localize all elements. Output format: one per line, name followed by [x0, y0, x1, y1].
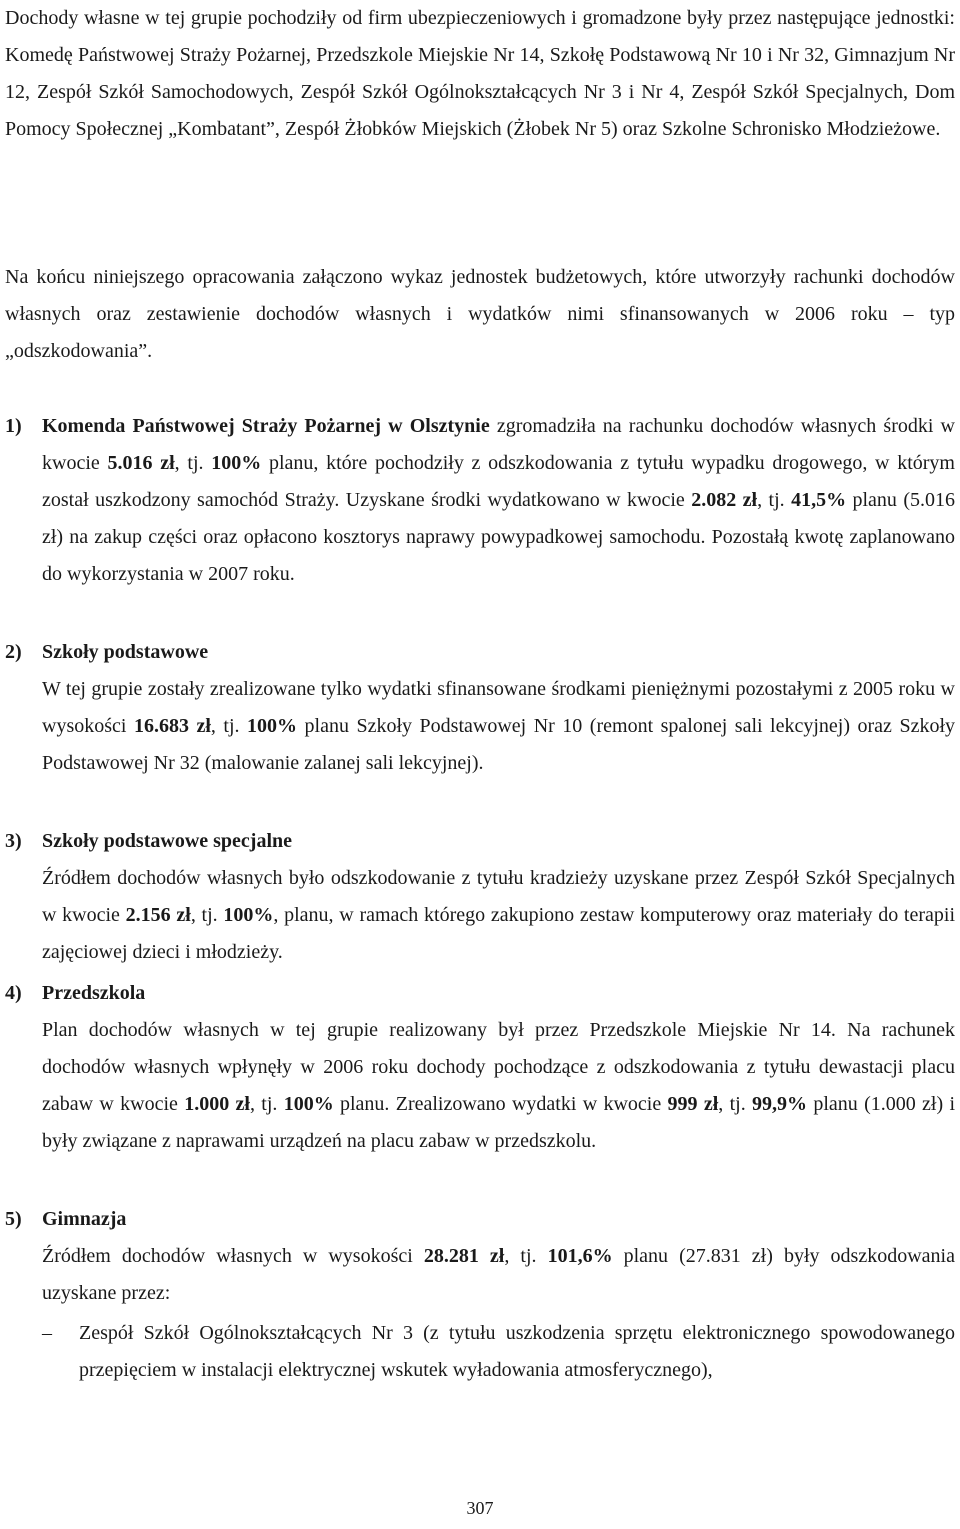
bold-value: 101,6%	[547, 1245, 613, 1267]
text-run: planu. Zrealizowano wydatki w kwocie	[333, 1093, 668, 1115]
bold-value: 16.683 zł	[133, 715, 211, 737]
page-number: 307	[466, 1498, 494, 1518]
bold-value: 100%	[223, 904, 274, 926]
section-body	[42, 1012, 955, 1160]
dash-list-item	[5, 1315, 955, 1389]
bold-value: 2.156 zł	[125, 904, 191, 926]
text-run: Źródłem dochodów własnych było odszkodowanie z tytułu kradzieży uzyskane przez Zespół Szkół Specjalnych w kwocie	[42, 867, 955, 926]
text-run: planu (1.000 zł) i były związane z naprawami urządzeń na placu zabaw w przedszkolu.	[42, 1093, 956, 1152]
section-heading: Szkoły podstawowe specjalne	[42, 830, 293, 852]
text-run: planu Szkoły Podstawowej Nr 10 (remont spalonej sali lekcyjnej) oraz Szkoły Podstawowej Nr 32 (malowanie zalanej sali lekcyjnej).	[42, 715, 955, 774]
intro-paragraph: Dochody własne w tej grupie pochodziły od firm ubezpieczeniowych i gromadzone były przez następujące jednostki: Komedę Państwowej Straży Pożarnej, Przedszkole Miejskie Nr 14, Szkołę Podstawową Nr 10 i Nr 32, Gimnazjum Nr 12, Zespół Szkół Samochodowych, Zespół Szkół Ogólnokształcących Nr 3 i Nr 4, Zespół Szkół Specjalnych, Dom Pomocy Społecznej „Kombatant”, Zespół Żłobków Miejskich (Żłobek Nr 5) oraz Szkolne Schronisko Młodzieżowe.	[5, 7, 955, 140]
section-body	[42, 408, 955, 593]
bold-value: 100%	[283, 1093, 334, 1115]
section-number: 3)	[5, 830, 22, 852]
text-run: , tj.	[504, 1245, 548, 1267]
section-2-primary-schools	[5, 634, 955, 782]
section-3-special-schools	[5, 823, 955, 971]
second-paragraph: Na końcu niniejszego opracowania załączono wykaz jednostek budżetowych, które utworzyły rachunki dochodów własnych oraz zestawienie dochodów własnych i wydatków nimi sfinansowanych w 2006 roku – typ „odszkodowania”.	[5, 266, 955, 362]
bold-value: 41,5%	[791, 489, 847, 511]
section-number: 2)	[5, 641, 22, 663]
section-heading: Szkoły podstawowe	[42, 641, 209, 663]
text-run: W tej grupie zostały zrealizowane tylko wydatki sfinansowane środkami pieniężnymi pozostałymi z 2005 roku w wysokości	[42, 678, 955, 737]
section-body	[42, 1238, 955, 1312]
section-body	[42, 860, 955, 971]
dash-item-text: Zespół Szkół Ogólnokształcących Nr 3 (z tytułu uszkodzenia sprzętu elektronicznego spowodowanego przepięciem w instalacji elektrycznej wskutek wyładowania atmosferycznego),	[79, 1322, 955, 1381]
bold-value: 2.082 zł	[691, 489, 758, 511]
text-run: , planu, w ramach którego zakupiono zestaw komputerowy oraz materiały do terapii zajęciowej dzieci i młodzieży.	[42, 904, 956, 963]
section-number: 1)	[5, 415, 22, 437]
bold-value: 99,9%	[752, 1093, 808, 1115]
bold-value: 5.016 zł	[107, 452, 175, 474]
section-number: 5)	[5, 1208, 22, 1230]
bold-value: 100%	[247, 715, 298, 737]
text-run: zgromadziła na rachunku dochodów własnych środki w kwocie	[42, 415, 955, 474]
section-5-gymnasiums	[5, 1201, 955, 1312]
section-number: 4)	[5, 982, 22, 1004]
text-run: , tj.	[174, 452, 212, 474]
text-run: , tj.	[718, 1093, 753, 1115]
text-run: , tj.	[249, 1093, 284, 1115]
section-heading: Gimnazja	[42, 1208, 127, 1230]
section-text	[42, 415, 955, 585]
section-1-fire-brigade	[5, 408, 955, 593]
bold-value: 100%	[211, 452, 262, 474]
section-body	[42, 671, 955, 782]
section-heading: Komenda Państwowej Straży Pożarnej w Olsztynie	[42, 415, 490, 437]
text-run: planu, które pochodziły z odszkodowania z tytułu wypadku drogowego, w którym został uszkodzony samochód Straży. Uzyskane środki wydatkowano w kwocie	[42, 452, 955, 511]
text-run: planu (5.016 zł) na zakup części oraz opłacono kosztorys naprawy powypadkowej samochodu. Pozostałą kwotę zaplanowano do wykorzystania w 2007 roku.	[42, 489, 956, 585]
text-run: , tj.	[210, 715, 248, 737]
bold-value: 28.281 zł	[423, 1245, 505, 1267]
section-heading: Przedszkola	[42, 982, 146, 1004]
text-run: , tj.	[757, 489, 792, 511]
text-run: Plan dochodów własnych w tej grupie realizowany był przez Przedszkole Miejskie Nr 14. Na rachunek dochodów własnych wpłynęły w 2006 roku dochody pochodzące z odszkodowania z tytułu dewastacji placu zabaw w kwocie	[42, 1019, 955, 1115]
section-4-kindergartens	[5, 975, 955, 1160]
bold-value: 999 zł	[667, 1093, 719, 1115]
text-run: , tj.	[190, 904, 224, 926]
text-run: Źródłem dochodów własnych w wysokości	[42, 1245, 424, 1267]
text-run: planu (27.831 zł) były odszkodowania uzyskane przez:	[42, 1245, 955, 1304]
dash-bullet: –	[42, 1322, 52, 1344]
bold-value: 1.000 zł	[184, 1093, 250, 1115]
